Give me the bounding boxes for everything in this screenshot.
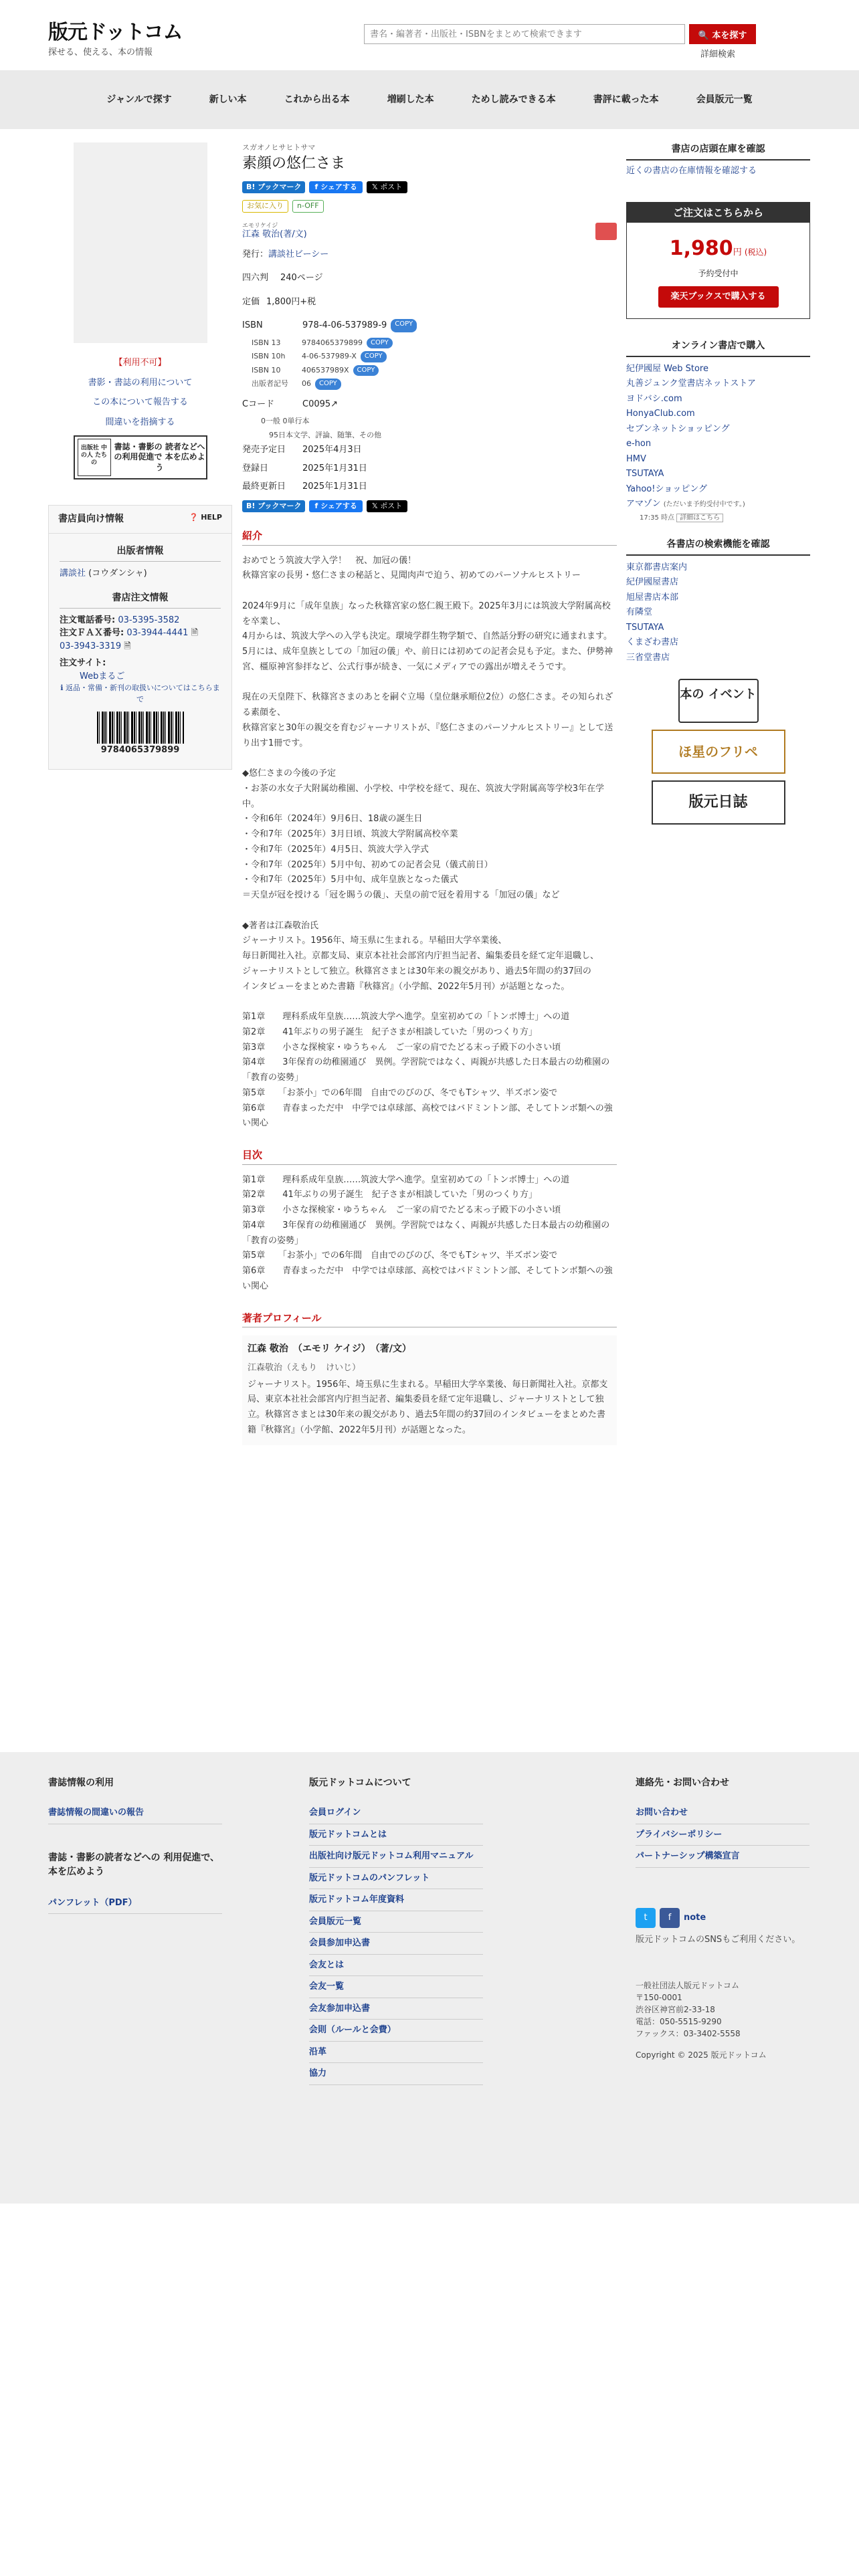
copyright: Copyright © 2025 版元ドットコム: [636, 2050, 767, 2060]
store-sanseido[interactable]: 三省堂書店: [626, 652, 670, 663]
address-line: ファックス：03-3402-5558: [636, 2029, 741, 2038]
nav-upcoming[interactable]: これから出る本: [284, 94, 350, 105]
facebook-share-button-2[interactable]: [309, 500, 362, 513]
left-column: [48, 142, 232, 770]
nav-reprint[interactable]: 増刷した本: [387, 94, 434, 105]
footer-rules-link[interactable]: 会則（ルールと会費）: [309, 2020, 483, 2042]
publisher-link[interactable]: 講談社: [60, 568, 86, 578]
help-label: HELP: [201, 513, 222, 522]
footer-pamphlet-link[interactable]: パンフレット（PDF）: [48, 1893, 222, 1915]
stock-title: 書店の店頭在庫を確認: [626, 142, 810, 160]
footer-banner-text: 書誌・書影の読者などへの 利用促進で、本を広めよう: [48, 1852, 220, 1877]
ccode-detail-2: 95日本文学、評論、随筆、その他: [269, 430, 381, 439]
sns-row: [636, 1908, 809, 1928]
x-post-button[interactable]: [367, 181, 407, 194]
amazon-detail-button[interactable]: 詳細はこちら: [676, 514, 723, 522]
right-column: [626, 142, 810, 825]
order-box-title: ご注文はこちらから: [627, 203, 809, 223]
footer-history-link[interactable]: 沿革: [309, 2042, 483, 2064]
author-kana: エモリケイジ: [242, 222, 278, 229]
ccode-value[interactable]: C0095: [302, 399, 331, 409]
online-store-tsutaya[interactable]: TSUTAYA: [626, 469, 664, 479]
order-tel[interactable]: 03-5395-3582: [118, 615, 180, 625]
footer-login-link[interactable]: 会員ログイン: [309, 1802, 483, 1824]
book-event-banner[interactable]: 本の イベント: [678, 679, 759, 723]
footer-pamphlet-about-link[interactable]: 版元ドットコムのパンフレット: [309, 1868, 483, 1890]
toc-heading: 目次: [242, 1148, 617, 1165]
release-date-label: 発売予定日: [242, 445, 286, 455]
footer-friend-link[interactable]: 会友とは: [309, 1955, 483, 1977]
online-store-honyaclub[interactable]: HonyaClub.com: [626, 409, 695, 419]
copy-isbn13-button[interactable]: COPY: [367, 338, 393, 349]
pubcode-label: 出版者記号: [252, 379, 288, 388]
facebook-icon: f: [314, 182, 318, 191]
footer-privacy-link[interactable]: プライバシーポリシー: [636, 1824, 809, 1846]
nav-genre[interactable]: ジャンルで探す: [106, 94, 172, 105]
release-date: 2025年4月3日: [302, 445, 362, 455]
share-row: [242, 181, 617, 194]
footer-cooperation-link[interactable]: 協力: [309, 2063, 483, 2085]
online-store-yahoo[interactable]: Yahoo!ショッピング: [626, 484, 707, 494]
main-content: [0, 129, 859, 1751]
isbn10h-label: ISBN 10h: [252, 352, 286, 360]
report-link[interactable]: この本について報告する: [92, 397, 188, 407]
bookstore-info-box: [48, 505, 232, 770]
profile-heading: 著者プロフィール: [242, 1311, 617, 1328]
copy-pubcode-button[interactable]: COPY: [315, 379, 341, 390]
promotion-banner[interactable]: [74, 435, 207, 479]
x-post-label-2: ポスト: [380, 501, 403, 510]
logo-title: 版元ドットコム: [48, 21, 183, 44]
advanced-search-link[interactable]: 詳細検索: [700, 49, 736, 60]
publisher-label: 発行：: [242, 249, 269, 259]
unavailable-label: 【利用不可】: [114, 358, 167, 368]
profile-text: ジャーナリスト。1956年、埼玉県に生まれる。早稲田大学卒業後、毎日新聞社入社。京都支局、東京本社社会部宮内庁担当記者、編集委員を経て定年退職し、ジャーナリストとして独立。秋篠宮さまとは30年来の親交があり、過去5年間の約37回のインタビューをまとめた書籍『秋篠宮』（小学館、2022年5月刊）が話題となった。: [248, 1379, 608, 1435]
twitter-icon[interactable]: t: [636, 1908, 656, 1928]
toc-text: 第1章 理科系成年皇族……筑波大学へ進学。皇室初めての「トンボ博士」への道 第2章 41年ぶりの男子誕生 紀子さまが相談していた「男のつくり方」 第3章 小さな探検家・ゆうちゃん ご一家の肩でたどる末っ子殿下の小さい頃 第4章 3年保育の幼稚園通び 異例。学習院ではなく、両親が共感した日本最古の幼稚園の「教育の姿勢」 第5章 「お茶小」での6年間 自由でのびのび、冬でもTシャツ、半ズボン姿で 第6章 青春まっただ中 中学では卓球部、高校ではバドミントン部、そしてトンボ類への強い関心: [242, 1174, 613, 1291]
updated-date: 2025年1月31日: [302, 481, 367, 492]
footer-error-report-link[interactable]: 書誌情報の間違いの報告: [48, 1802, 222, 1824]
site-footer: [0, 1752, 859, 2204]
x-icon-2: 𝕏: [371, 501, 378, 510]
book-publisher-link[interactable]: 講談社ビーシー: [268, 249, 329, 259]
publisher-info-title: 出版者情報: [60, 544, 221, 562]
site-header: [0, 0, 859, 70]
store-yurindo[interactable]: 有隣堂: [626, 607, 653, 617]
sns-text: 版元ドットコムのSNSもご利用ください。: [636, 1934, 801, 1945]
order-fax[interactable]: 03-3944-4441: [126, 628, 189, 638]
search-input[interactable]: [364, 24, 685, 44]
price-tax: (税込): [744, 247, 767, 257]
barcode-number: 9784065379899: [100, 745, 180, 755]
online-store-7net[interactable]: セブンネットショッピング: [626, 423, 730, 434]
footer-join-link[interactable]: 会員参加申込書: [309, 1933, 483, 1955]
profile-name: 江森 敬治 （エモリ ケイジ） （著/文）: [248, 1344, 411, 1354]
address-line: 電話：050-5515-9290: [636, 2017, 722, 2026]
help-icon: ❓: [189, 513, 199, 522]
registered-date: 2025年1月31日: [302, 463, 367, 473]
isbn-barcode: [97, 712, 184, 757]
author-link[interactable]: 江森 敬治(著/文): [242, 229, 307, 239]
logo-subtitle: 探せる、使える、本の情報: [48, 47, 153, 58]
isbn10-value: 406537989X: [302, 365, 349, 374]
intro-text: おめでとう筑波大学入学！ 祝、加冠の儀！ 秋篠宮家の長男・悠仁さまの秘話と、見聞肉声で迫う、初めてのパーソナルヒストリー 2024年9月に「成年皇族」なった秋篠宮家の悠仁親王殿下。2025年3月には筑波大学附属高校を卒業し、 4月からは、筑波大学への入学も決定。環境学群生物学類で、自然話分野の研究に通まれます。 5月には、成年皇族としての「加冠の儀」や、前日には初めての記者会見も予定。また、伊勢神宮、橿原神宮参拝など、公式行事が続き、一気にメディアでの露出が増えそうです。 現在の天皇陛下、秋篠宮さまのあとを嗣ぐ立場（皇位継承順位2位）の悠仁さま。その知られざる素顔を、 秋篠宮家と30年の親交を育むジャーナリストが、『悠仁さまのパーソナルヒストリー』として送り出す1冊です。 ◆悠仁さまの今後の予定 ・お茶の水女子大附属幼稚園、小学校、中学校を経て、現在、筑波大学附属高等学校3年在学中。 ・令和6年（2024年）9月6日、18歳の誕生日 ・令和7年（2025年）3月日頃、筑波大学附属高校卒業 ・令和7年（2025年）4月5日、筑波大学入学式 ・令和7年（2025年）5月中旬、初めての記者会見（儀式前日） ・令和7年（2025年）5月中旬、成年皇族となった儀式 ＝天皇が冠を授ける「冠を賜うの儀」、天皇の前で冠を着用する「加冠の儀」など ◆著者は江森敬治氏 ジャーナリスト。1956年、埼玉県に生まれる。早稲田大学卒業後、 毎日新聞社入社。京都支局、東京本社社会部宮内庁担当記者、編集委員を経て定年退職し、 ジャーナリストとして独立。秋篠宮さまとは30年来の親交があり、過去5年間の約37回の インタビューをまとめた書籍『秋篠宮』（小学館、2022年5月刊）が話題となった。 第1章 理科系成年皇族……筑波大学へ進学。皇室初めての「トンボ博士」への道 第2章 41年ぶりの男子誕生 紀子さまが相談していた「男のつくり方」 第3章 小さな探検家・ゆうちゃん ご一家の肩でたどる末っ子殿下の小さい頃 第4章 3年保育の幼稚園通び 異例。学習院ではなく、両親が共感した日本最古の幼稚園の「教育の姿勢」 第5章 「お茶小」での6年間 自由でのびのび、冬でもTシャツ、半ズボン姿で 第6章 青春まっただ中 中学では卓球部、高校ではバドミントン部、そしてトンボ類への強い関心: [242, 555, 613, 1129]
online-store-kinokuniya[interactable]: 紀伊國屋 Web Store: [626, 363, 708, 374]
copy-isbn10h-button[interactable]: COPY: [361, 351, 387, 362]
error-report-link[interactable]: 間違いを指摘する: [105, 417, 175, 427]
footer-address: [636, 1979, 809, 2040]
isbn-value: 978-4-06-537989-9: [302, 320, 387, 330]
banner-left-text: 出版社 中の人 たちの: [78, 439, 111, 476]
copy-isbn-button[interactable]: COPY: [391, 319, 417, 332]
share-row-2: [242, 500, 617, 513]
address-line: 一般社団法人版元ドットコム: [636, 1981, 740, 1990]
footer-manual-link[interactable]: 出版社向け版元ドットコム利用マニュアル: [309, 1846, 483, 1868]
footer-about-link[interactable]: 版元ドットコムとは: [309, 1824, 483, 1846]
search-bar: [364, 24, 756, 44]
intro-heading: 紹介: [242, 528, 617, 546]
order-tel-label: 注文電話番号:: [60, 615, 116, 625]
store-asahiya[interactable]: 旭屋書店本部: [626, 592, 679, 603]
footer-annual-link[interactable]: 版元ドットコム年度資料: [309, 1889, 483, 1911]
profile-reading: 江森敬治（えもり けいじ）: [248, 1363, 361, 1373]
search-button[interactable]: 🔍 本を探す: [689, 24, 756, 44]
online-store-ehon[interactable]: e-hon: [626, 439, 652, 449]
author-profile: [242, 1335, 617, 1445]
title-kana: スガオノヒサヒトサマ: [242, 143, 316, 152]
online-store-maruzen[interactable]: 丸善ジュンク堂書店ネットストア: [626, 379, 756, 389]
isbn-label: ISBN: [242, 320, 263, 330]
online-store-amazon[interactable]: アマゾン: [626, 499, 661, 509]
note-icon[interactable]: note: [684, 1912, 706, 1923]
online-store-hmv[interactable]: HMV: [626, 453, 646, 464]
info-icon: ℹ: [60, 683, 64, 692]
external-link-icon: ↗: [330, 399, 339, 409]
print-icon[interactable]: [595, 223, 617, 240]
online-store-list: [626, 362, 810, 523]
nav-reviewed[interactable]: 書評に載った本: [593, 94, 659, 105]
global-nav: [0, 70, 859, 129]
amazon-time: 17:35 時点: [640, 514, 674, 522]
ccode-detail-1: 0一般 0単行本: [261, 417, 310, 425]
coff-tag[interactable]: n-OFF: [292, 200, 324, 213]
facebook-share-label: シェアする: [320, 182, 357, 191]
ccode-label: Cコード: [242, 399, 275, 409]
page-count: 240ページ: [280, 273, 323, 283]
price-number: 1,980: [669, 237, 733, 260]
footer-col-usage: [48, 1776, 222, 1914]
order-fax-2[interactable]: 03-3943-3319: [60, 641, 122, 651]
nav-new[interactable]: 新しい本: [209, 94, 247, 105]
hatena-bookmark-button[interactable]: B! ブックマーク: [242, 181, 305, 194]
order-site-label: 注文サイト:: [60, 658, 106, 668]
x-post-label: ポスト: [380, 182, 403, 191]
footer-partnership-link[interactable]: パートナーシップ構築宣言: [636, 1846, 809, 1868]
footer-about-title: 版元ドットコムについて: [309, 1778, 411, 1788]
store-kinokuniya[interactable]: 紀伊國屋書店: [626, 577, 679, 587]
online-store-yodobashi[interactable]: ヨドバシ.com: [626, 393, 682, 404]
hatena-bookmark-button-2[interactable]: B! ブックマーク: [242, 500, 305, 513]
format-label: 四六判: [242, 273, 269, 283]
footer-friends-list-link[interactable]: 会友一覧: [309, 1976, 483, 1998]
rakuten-order-button[interactable]: 楽天ブックスで購入する: [658, 286, 779, 308]
cover-links: [48, 356, 232, 429]
publisher-kana: (コウダンシャ): [88, 568, 147, 578]
order-status: 予約受付中: [698, 269, 739, 278]
search-button-label: 本を探す: [712, 30, 747, 41]
site-logo[interactable]: [48, 17, 183, 60]
banner-right-text: 書誌・書影の 読者などへの利用促進で 本を広めよう: [114, 441, 205, 472]
favorite-button[interactable]: お気に入り: [242, 200, 288, 213]
footer-contact-title: 連絡先・お問い合わせ: [636, 1778, 729, 1788]
barcode-bars: [97, 712, 184, 744]
updated-date-label: 最終更新日: [242, 481, 286, 492]
store-search-list: [626, 561, 810, 665]
footer-col-about: [309, 1776, 483, 2085]
copy-isbn10-button[interactable]: COPY: [353, 365, 379, 377]
isbn10-label: ISBN 10: [252, 365, 281, 374]
pubcode-value: 06: [302, 379, 311, 388]
book-title: 素顔の悠仁さま: [242, 154, 346, 172]
footer-members-link[interactable]: 会員版元一覧: [309, 1911, 483, 1933]
isbn13-label: ISBN 13: [252, 338, 281, 347]
footer-col-contact: [636, 1776, 809, 2061]
x-icon: 𝕏: [371, 182, 378, 191]
price-unit: 円: [733, 247, 742, 257]
hanmoto-diary-banner[interactable]: 版元日誌: [652, 780, 785, 825]
store-kumazawa[interactable]: くまざわ書店: [626, 637, 679, 647]
nav-preview[interactable]: ためし読みできる本: [471, 94, 556, 105]
center-column: [242, 142, 617, 1445]
fax-icon-2: 🗎: [124, 641, 131, 651]
page-bottom-space: [0, 2204, 859, 2576]
fax-icon: 🗎: [191, 628, 199, 638]
order-price: [627, 233, 809, 263]
address-line: 〒150-0001: [636, 1993, 682, 2002]
store-tokyo[interactable]: 東京都書店案内: [626, 562, 688, 572]
price-label: 定価: [242, 296, 260, 307]
store-tsutaya[interactable]: TSUTAYA: [626, 622, 664, 633]
address-line: 渋谷区神宮前2-33-18: [636, 2005, 715, 2014]
tag-row: [242, 200, 617, 213]
book-price: 1,800円+税: [266, 296, 316, 307]
isbn10h-value: 4-06-537989-X: [302, 352, 357, 360]
footer-usage-title: 書誌情報の利用: [48, 1778, 114, 1788]
stock-check-link[interactable]: 近くの書店の在庫情報を確認する: [626, 166, 757, 176]
facebook-footer-icon[interactable]: f: [660, 1908, 680, 1928]
isbn13-value: 9784065379899: [302, 338, 363, 347]
order-site-link[interactable]: Webまるご: [80, 671, 125, 681]
cover-usage-link[interactable]: 書影・書誌の利用について: [88, 377, 193, 388]
order-fax-label: 注文ＦＡＸ番号:: [60, 628, 124, 638]
facebook-icon-2: f: [314, 501, 318, 510]
order-info-title: 書店注文情報: [60, 591, 221, 609]
book-cover: [74, 142, 207, 343]
help-link[interactable]: [189, 512, 222, 526]
footer-contact-link[interactable]: お問い合わせ: [636, 1802, 809, 1824]
footer-friend-join-link[interactable]: 会友参加申込書: [309, 1998, 483, 2020]
facebook-share-button[interactable]: [309, 181, 362, 194]
nav-members[interactable]: 会員版元一覧: [696, 94, 753, 105]
x-post-button-2[interactable]: [367, 500, 407, 513]
facebook-share-label-2: シェアする: [320, 501, 357, 510]
registered-date-label: 登録日: [242, 463, 269, 473]
bookstore-info-title: 書店員向け情報: [58, 514, 124, 524]
store-search-title: 各書店の検索機能を確認: [626, 538, 810, 556]
book-info: [242, 222, 617, 513]
amazon-note: (ただいま予約受付中です。): [663, 501, 745, 508]
freepaper-banner[interactable]: ほ星のフリペ: [652, 730, 785, 774]
order-note-link[interactable]: 返品・常備・新刊の取扱いについてはこちらまで: [65, 683, 220, 704]
online-stores-title: オンライン書店で購入: [626, 339, 810, 357]
order-box: [626, 202, 810, 319]
